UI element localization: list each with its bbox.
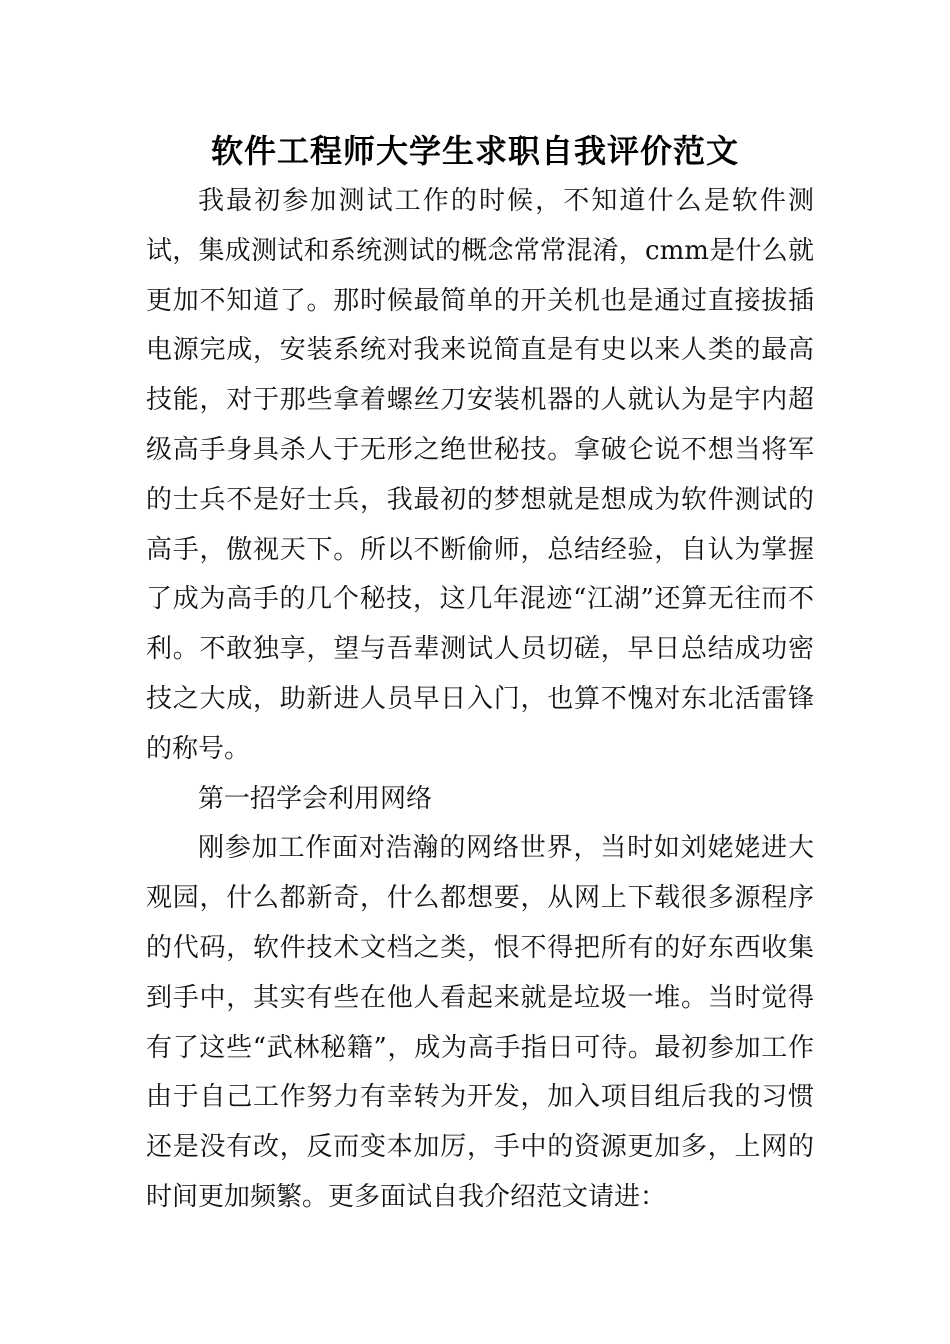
section-heading: 第一招学会利用网络 [198, 783, 433, 814]
document-body [146, 177, 814, 1223]
paragraph-network: 刚参加工作面对浩瀚的网络世界，当时如刘姥姥进大观园，什么都新奇，什么都想要，从网上下载很多源程序的代码，软件技术文档之类，恨不得把所有的好东西收集到手中，其实有些在他人看起来就是垃圾一堆。当时觉得有了这些“武林秘籍”，成为高手指日可待。最初参加工作由于自己工作努力有幸转为开发，加入项目组后我的习惯还是没有改，反而变本加厉，手中的资源更加多，上网的时间更加频繁。更多面试自我介绍范文请进： [146, 833, 814, 1212]
page-title: 软件工程师大学生求职自我评价范文 [210, 132, 739, 170]
paragraph-intro: 我最初参加测试工作的时候，不知道什么是软件测试，集成测试和系统测试的概念常常混淆，cmm是什么就更加不知道了。那时候最简单的开关机也是通过直接拔插电源完成，安装系统对我来说简直是有史以来人类的最高技能，对于那些拿着螺丝刀安装机器的人就认为是宇内超级高手身具杀人于无形之绝世秘技。拿破仑说不想当将军的士兵不是好士兵，我最初的梦想就是想成为软件测试的高手，傲视天下。所以不断偷师，总结经验，自认为掌握了成为高手的几个秘技，这几年混迹“江湖”还算无往而不利。不敢独享，望与吾辈测试人员切磋，早日总结成功密技之大成，助新进人员早日入门，也算不愧对东北活雷锋的称号。 [146, 186, 814, 764]
